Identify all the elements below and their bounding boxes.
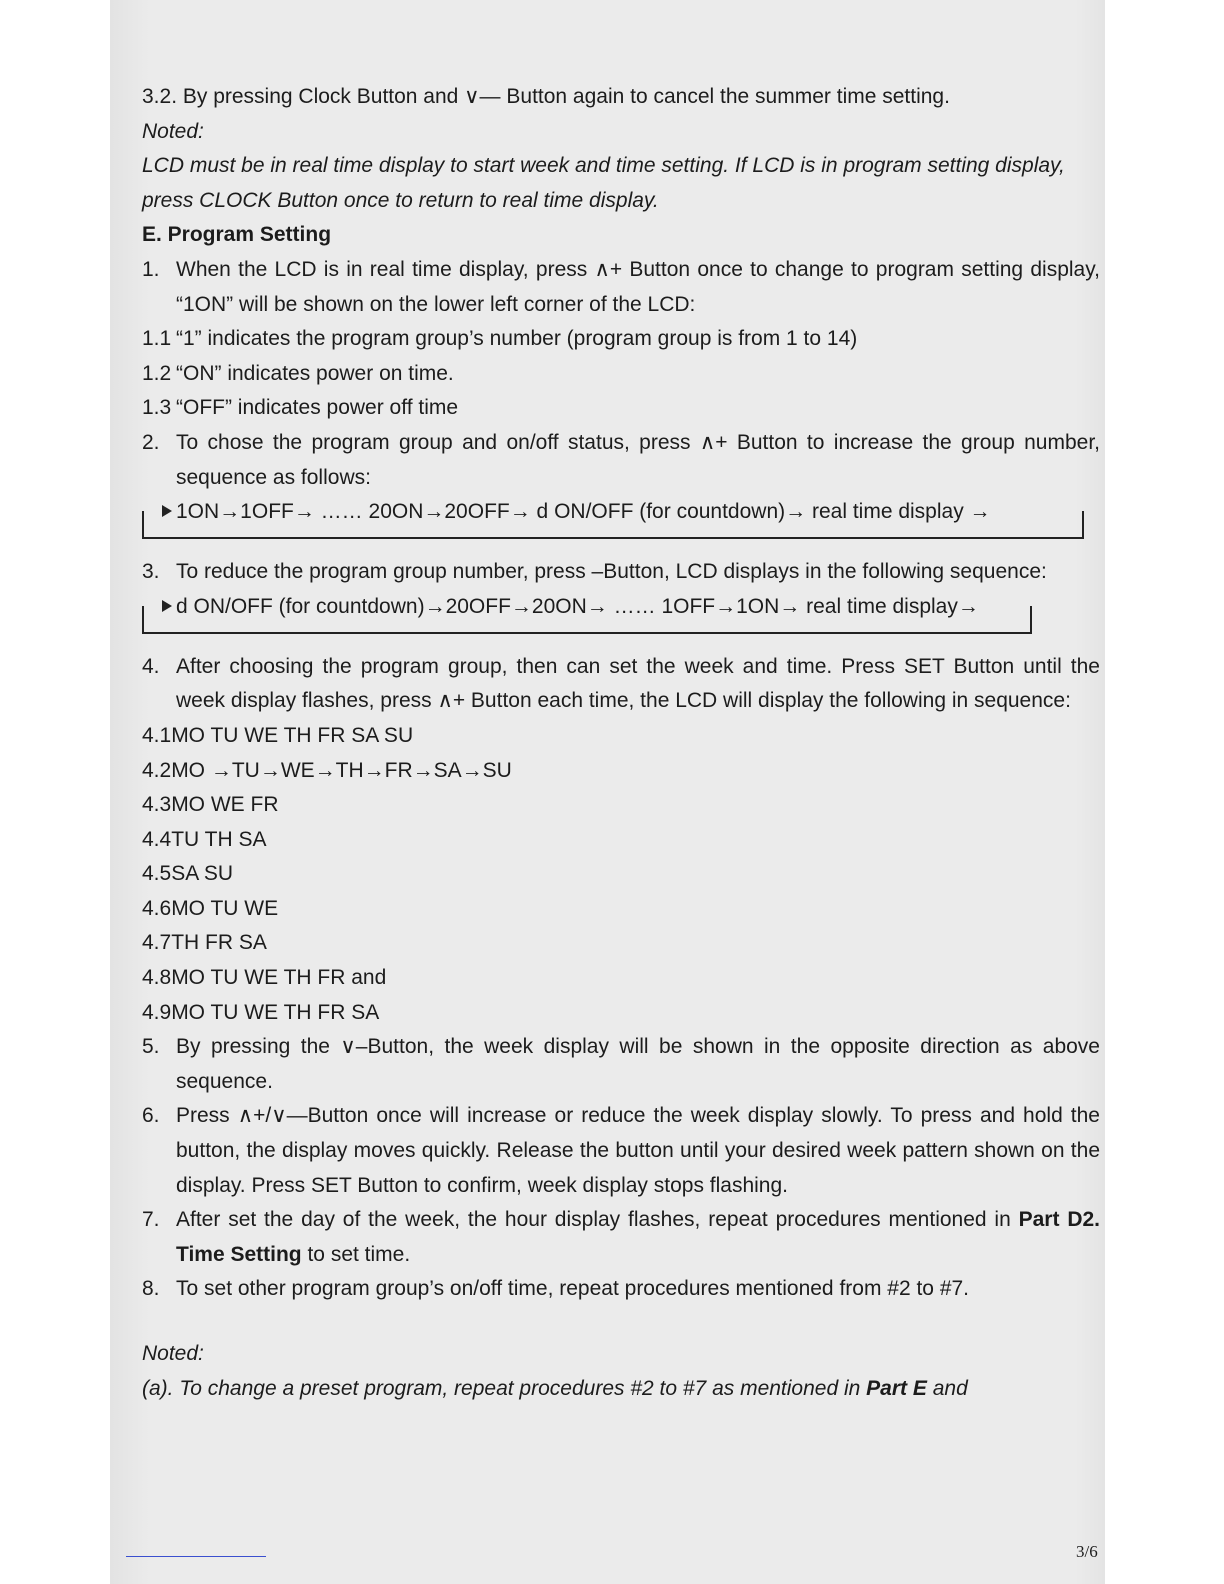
- list-item-2: [142, 426, 1100, 495]
- arrow-right-icon: [144, 503, 172, 519]
- week-option-4-7: 4.7TH FR SA: [142, 931, 267, 955]
- item-number: 4.: [142, 654, 160, 678]
- part-reference: Part D2. Time Setting: [176, 1208, 1100, 1266]
- week-option-4-8: 4.8MO TU WE TH FR and: [142, 966, 387, 990]
- noted-heading-2: Noted:: [142, 1342, 204, 1365]
- item-text: When the LCD is in real time display, press ∧+ Button once to change to program setting display, “1ON” will be shown on the lower left corner of the LCD:: [176, 257, 1100, 316]
- summer-time-cancel-line: 3.2. By pressing Clock Button and ∨— Button again to cancel the summer time setting.: [142, 85, 950, 108]
- item-number: 3.: [142, 560, 160, 584]
- item-number: 8.: [142, 1277, 160, 1301]
- item-number: 5.: [142, 1035, 160, 1059]
- page-number: 3/6: [1076, 1542, 1098, 1561]
- sequence-diagram-decrease: [142, 590, 1100, 650]
- arrow-right-icon: [144, 598, 172, 614]
- item-text-part: to set time.: [301, 1242, 411, 1266]
- sub-item-text: “ON” indicates power on time.: [176, 361, 454, 385]
- item-number: 6.: [142, 1104, 160, 1128]
- sub-item-text: “OFF” indicates power off time: [176, 396, 459, 420]
- week-option-4-9: 4.9MO TU WE TH FR SA: [142, 1000, 380, 1024]
- noted-text-part: (a). To change a preset program, repeat procedures #2 to #7 as mentioned in: [142, 1376, 867, 1400]
- sub-item-1-1: [142, 322, 1100, 357]
- sub-item-number: 1.3: [142, 396, 172, 420]
- list-item-5: [142, 1030, 1100, 1099]
- sub-item-number: 1.1: [142, 327, 172, 351]
- item-text: To chose the program group and on/off status, press ∧+ Button to increase the group number, sequence as follows:: [176, 430, 1100, 489]
- list-item-6: [142, 1099, 1100, 1203]
- week-option-4-2: 4.2MO →TU→WE→TH→FR→SA→SU: [142, 758, 512, 782]
- week-option-4-6: 4.6MO TU WE: [142, 896, 279, 920]
- part-reference: Part E: [866, 1376, 927, 1400]
- item-text: By pressing the ∨–Button, the week display will be shown in the opposite direction as above sequence.: [176, 1035, 1100, 1093]
- item-number: 1.: [142, 257, 160, 281]
- item-number: 7.: [142, 1208, 160, 1232]
- item-text-part: After set the day of the week, the hour display flashes, repeat procedures mentioned in: [176, 1208, 1019, 1232]
- sub-item-1-3: [142, 391, 1100, 426]
- sequence-diagram-increase: [142, 495, 1100, 555]
- noted-text: LCD must be in real time display to start week and time setting. If LCD is in program setting display, press CLOCK Button once to return to real time display.: [142, 154, 1065, 212]
- week-option-4-5: 4.5SA SU: [142, 862, 234, 886]
- item-text: [176, 1203, 1100, 1272]
- noted-heading: Noted:: [142, 119, 204, 143]
- list-item-7: [142, 1203, 1100, 1272]
- spacer: [142, 1307, 1100, 1337]
- sub-item-number: 1.2: [142, 361, 172, 385]
- item-text: Press ∧+/∨—Button once will increase or reduce the week display slowly. To press and hold the button, the display moves quickly. Release the button until your desired week pattern shown on the display. Press SET Button to confirm, week display stops flashing.: [176, 1104, 1100, 1197]
- item-text: To reduce the program group number, press –Button, LCD displays in the following sequence:: [176, 560, 1047, 584]
- sub-item-text: “1” indicates the program group’s number (program group is from 1 to 14): [176, 327, 858, 351]
- list-item-4: [142, 650, 1100, 719]
- noted-text-2: [142, 1372, 1100, 1407]
- footer-rule: [126, 1556, 266, 1557]
- item-number: 2.: [142, 430, 160, 454]
- noted-text-part: and: [926, 1376, 968, 1400]
- week-option-4-3: 4.3MO WE FR: [142, 793, 279, 817]
- sub-item-1-2: [142, 357, 1100, 392]
- list-item-8: [142, 1272, 1100, 1307]
- week-option-4-4: 4.4TU TH SA: [142, 827, 267, 851]
- item-text: To set other program group’s on/off time, repeat procedures mentioned from #2 to #7.: [176, 1277, 970, 1301]
- list-item-3: [142, 555, 1100, 590]
- item-text: After choosing the program group, then can set the week and time. Press SET Button until the week display flashes, press ∧+ Button each time, the LCD will display the following in sequence:: [176, 654, 1100, 713]
- week-option-4-1: 4.1MO TU WE TH FR SA SU: [142, 723, 414, 747]
- section-heading-program-setting: E. Program Setting: [142, 223, 332, 247]
- document-body: [142, 80, 1100, 1406]
- sequence-text: d ON/OFF (for countdown)→20OFF→20ON→ …… 1OFF→1ON→ real time display→: [176, 594, 979, 618]
- list-item-1: [142, 253, 1100, 322]
- sequence-text: 1ON→1OFF→ …… 20ON→20OFF→ d ON/OFF (for countdown)→ real time display →: [176, 500, 991, 524]
